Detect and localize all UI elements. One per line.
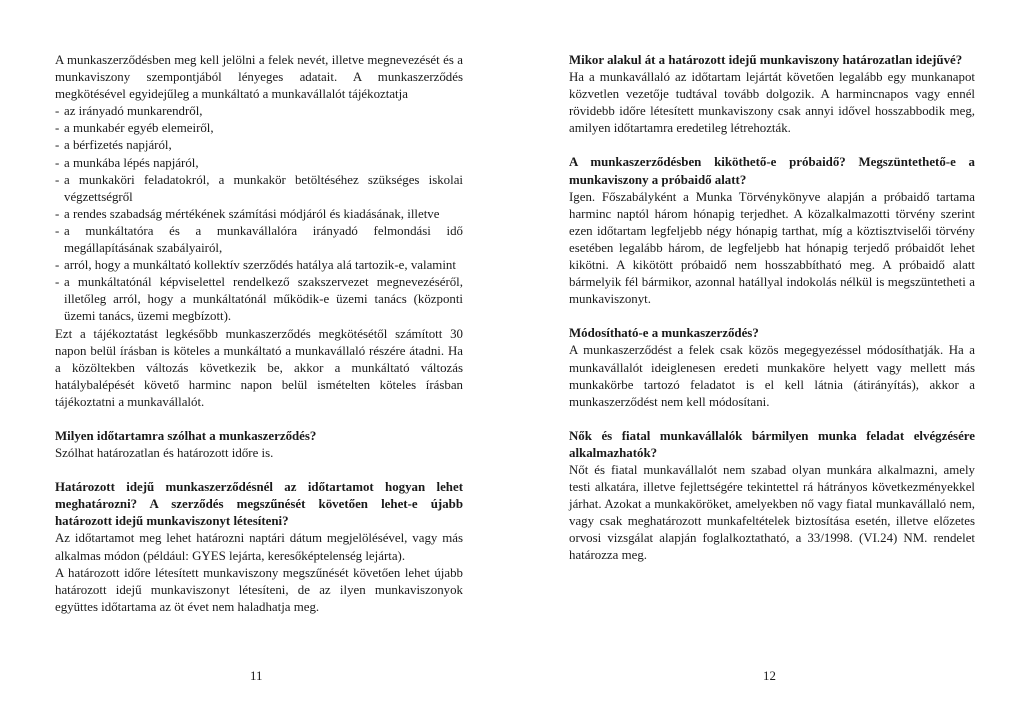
question-heading: Nők és fiatal munkavállalók bármilyen munka feladat elvégzésére alkalmazhatók? [569,428,975,460]
list-item: - a munkába lépés napjáról, [55,155,463,172]
intro-paragraph: A munkaszerződésben meg kell jelölni a felek nevét, illetve megnevezését és a munkaviszony szempontjából lényeges adatait. A munkaszerződés megkötésével egyidejűleg a munkáltató a munkavállalót tájékoztatja [55,53,463,102]
notice-paragraph: Ezt a tájékoztatást legkésőbb munkaszerződés megkötésétől számított 30 napon belül írásban is köteles a munkáltató a munkavállaló részére átadni. Ha a közöltekben változás következik be, akkor a munkáltató változás hatálybalépését követő harminc napon belül ismételten köteles írásban tájékoztatni a munkavállalót. [55,326,463,409]
list-item: - a munkáltatóra és a munkavállalóra irányadó felmondási idő megállapításának szabályairól, [55,223,463,257]
right-page [569,52,975,565]
question-heading: Mikor alakul át a határozott idejű munkaviszony határozatlan idejűvé? [569,53,963,67]
list-item: - a munkabér egyéb elemeiről, [55,120,463,137]
answer-paragraph: Nőt és fiatal munkavállalót nem szabad olyan munkára alkalmazni, amely testi alkatára, illetve fejlettségére tekintettel rá hátrányos következményekkel járhat. Azokat a munkaköröket, amelyekben nő vagy fiatal munkavállaló nem, vagy csak meghatározott munkafeltételek biztosítása esetén, illetve előzetes orvosi vizsgálat alapján foglalkoztatható, a 33/1998. (VI.24) NM. rendelet határozza meg. [569,462,975,563]
left-page [55,52,463,616]
list-item: - a bérfizetés napjáról, [55,137,463,154]
answer-paragraph: Ha a munkavállaló az időtartam lejártát követően legalább egy munkanapot közvetlen vezetője tudtával tovább dolgozik. A harmincnapos vagy ennél rövidebb időre létesített munkaviszony csak annyi idővel hosszabbodik meg, amilyen időtartamra eredetileg létrehozták. [569,70,975,136]
question-heading: Módosítható-e a munkaszerződés? [569,326,759,341]
question-heading: A munkaszerződésben kiköthető-e próbaidő? Megszüntethető-e a munkaviszony a próbaidő alatt? [569,155,975,187]
list-item: - a munkaköri feladatokról, a munkakör betöltéséhez szükséges iskolai végzettségről [55,172,463,206]
information-list [55,103,463,325]
answer-paragraph: Szólhat határozatlan és határozott időre is. [55,446,274,461]
question-heading: Határozott idejű munkaszerződésnél az időtartamot hogyan lehet meghatározni? A szerződés megszűnését követően lehet-e újabb határozott idejű munkaviszonyt létesíteni? [55,480,463,529]
list-item: - arról, hogy a munkáltató kollektív szerződés hatálya alá tartozik-e, valamint [55,257,463,274]
page-number: 12 [763,669,776,683]
list-item: - az irányadó munkarendről, [55,103,463,120]
answer-paragraph: A határozott időre létesített munkaviszony megszűnését követően lehet újabb határozott idejű munkaviszonyt létesíteni, de az ilyen munkaviszonyok együttes időtartama az öt évet nem haladhatja meg. [55,565,463,614]
answer-paragraph: A munkaszerződést a felek csak közös megegyezéssel módosíthatják. Ha a munkavállalót ideiglenesen eredeti munkaköre helyett vagy mellett más munkakörbe tartozó feladatot is el kell látnia (átirányítás), akkor a munkaszerződést nem kell módosítani. [569,343,975,409]
page-number: 11 [250,669,263,683]
list-item: - a munkáltatónál képviselettel rendelkező szakszervezet megnevezéséről, illetőleg arról, hogy a munkáltatónál működik-e üzemi tanács (központi üzemi tanács, üzemi megbízott). [55,274,463,325]
question-heading: Milyen időtartamra szólhat a munkaszerződés? [55,428,317,443]
answer-paragraph: Az időtartamot meg lehet határozni naptári dátum megjelölésével, vagy más alkalmas módon (például: GYES lejárta, keresőképtelenség lejárta). [55,531,463,563]
answer-paragraph: Igen. Főszabályként a Munka Törvénykönyve alapján a próbaidő tartama harminc naptól három hónapig terjedhet. A közalkalmazotti törvény szerint ezen időtartam legfeljebb négy hónapig tarthat, míg a köztisztviselői törvény esetében legalább három, de legfeljebb hat hónapig terjedő próbaidőt lehet kikötni. A kikötött próbaidő nem hosszabbítható meg. A próbaidő alatt bármelyik fél bármikor, azonnal hatállyal indokolás nélkül is megszüntetheti a munkaviszonyt. [569,189,975,307]
list-item: - a rendes szabadság mértékének számítási módjáról és kiadásának, illetve [55,206,463,223]
